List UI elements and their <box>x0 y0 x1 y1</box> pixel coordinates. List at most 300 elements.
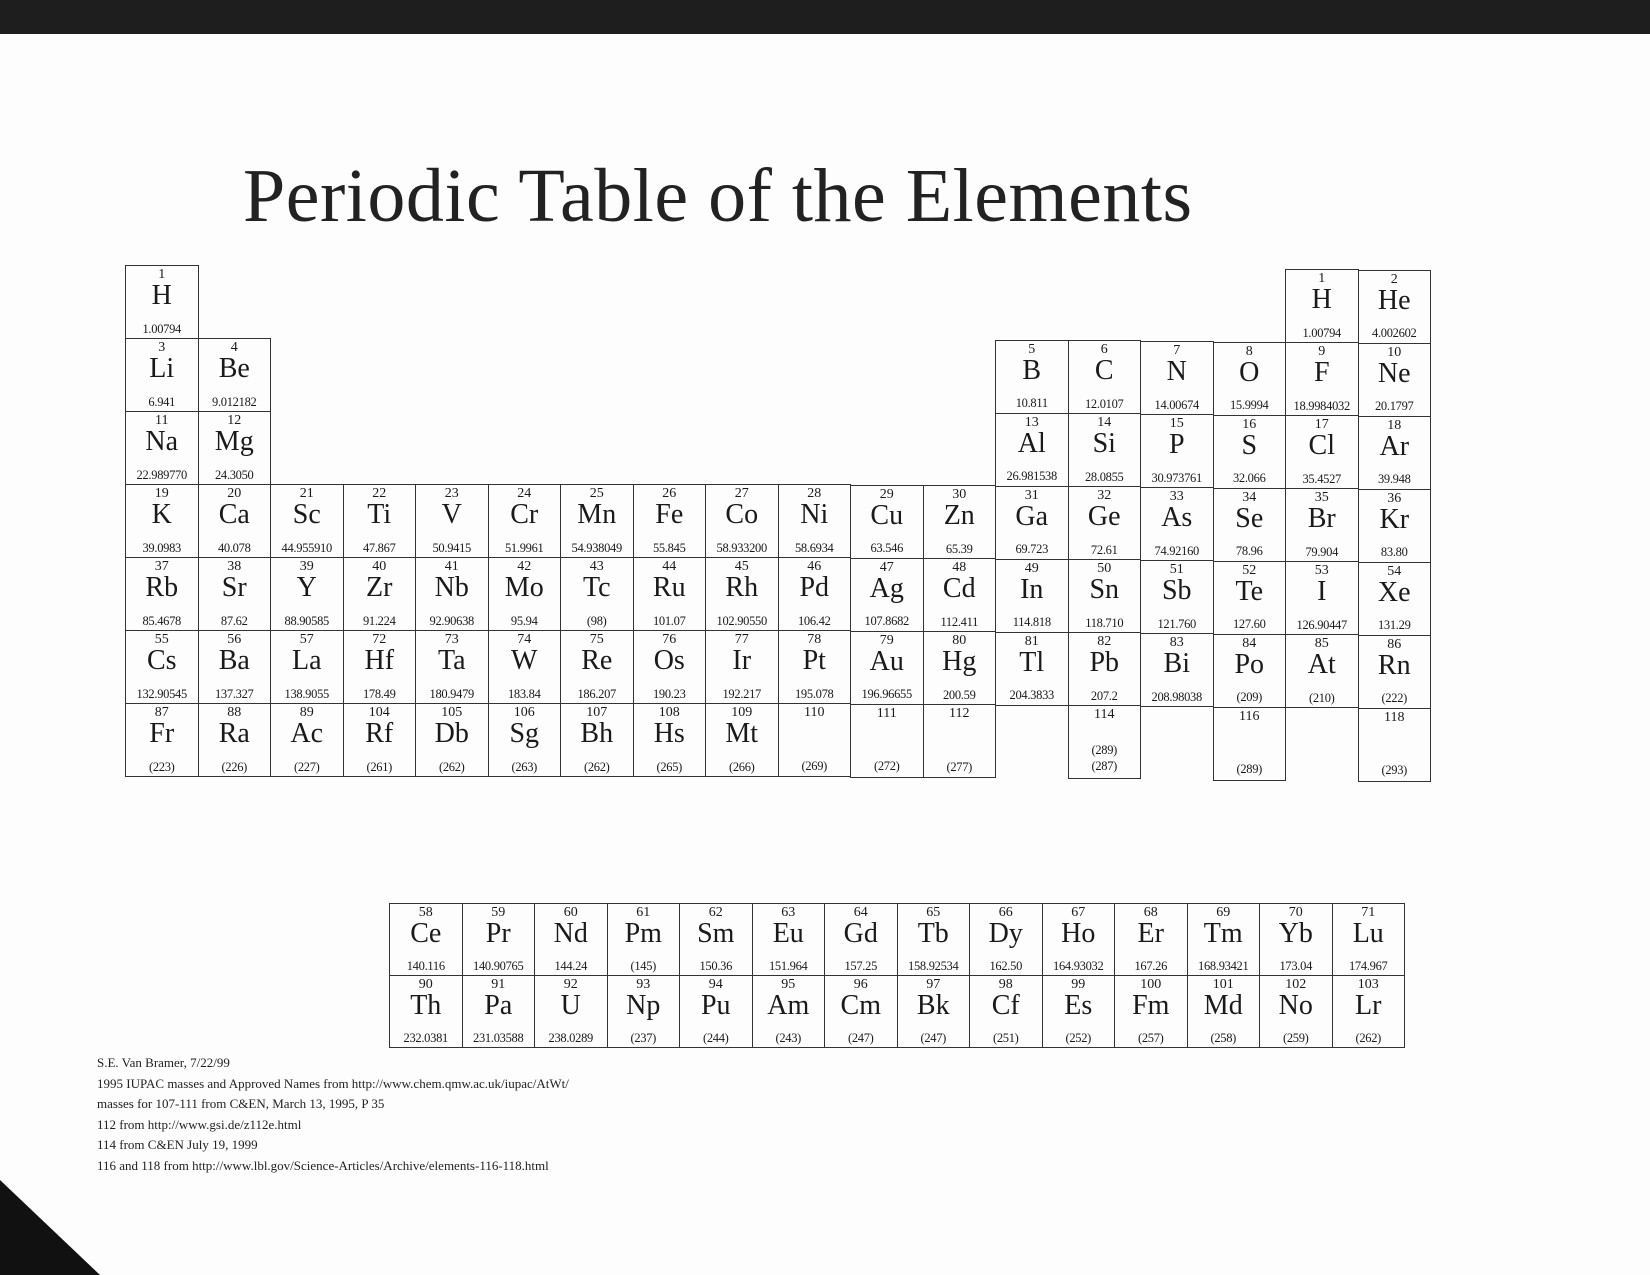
atomic-mass: 195.078 <box>794 686 834 701</box>
element-symbol: Pm <box>624 918 662 949</box>
atomic-mass: 87.62 <box>220 613 248 628</box>
element-symbol: Ag <box>869 572 904 604</box>
atomic-number: 7 <box>1173 343 1181 358</box>
atomic-number: 109 <box>731 705 753 720</box>
element-cell <box>415 703 489 777</box>
atomic-mass: 32.066 <box>1232 471 1266 486</box>
atomic-number: 106 <box>513 705 535 720</box>
element-cell <box>897 903 971 976</box>
element-symbol: Rn <box>1377 649 1411 681</box>
element-symbol: V <box>441 499 462 530</box>
atomic-mass: 178.49 <box>362 686 396 701</box>
atomic-mass: 140.90765 <box>473 958 524 973</box>
atomic-mass: 186.207 <box>577 686 617 701</box>
atomic-number: 4 <box>230 340 238 355</box>
atomic-mass: (247) <box>847 1030 874 1045</box>
atomic-mass: 1.00794 <box>1302 325 1342 340</box>
atomic-number: 98 <box>998 977 1013 992</box>
source-notes <box>97 1053 569 1176</box>
atomic-number: 1 <box>158 267 166 282</box>
element-cell <box>705 484 779 558</box>
element-symbol: Kr <box>1379 503 1410 535</box>
element-symbol: Tc <box>582 572 611 603</box>
atomic-number: 50 <box>1097 561 1112 577</box>
element-cell <box>850 558 924 632</box>
atomic-mass: 126.90447 <box>1296 617 1347 632</box>
atomic-mass: (257) <box>1137 1030 1164 1045</box>
atomic-number: 6 <box>1100 342 1108 358</box>
element-symbol: Tl <box>1019 646 1045 678</box>
atomic-number: 118 <box>1384 709 1405 725</box>
atomic-mass: 40.078 <box>217 540 251 555</box>
atomic-mass: 65.39 <box>945 541 973 556</box>
atomic-mass: 30.973761 <box>1151 470 1202 485</box>
element-cell <box>850 704 924 778</box>
atomic-number: 104 <box>368 705 390 720</box>
element-symbol: Ga <box>1015 500 1049 532</box>
element-symbol: Ba <box>218 645 250 676</box>
element-symbol: Cl <box>1308 430 1335 462</box>
element-symbol: Se <box>1235 502 1264 534</box>
atomic-number: 40 <box>372 559 387 574</box>
atomic-mass: (289) <box>1236 762 1263 777</box>
element-symbol: Ra <box>218 718 250 749</box>
element-cell <box>778 557 852 631</box>
element-cell <box>1285 415 1359 489</box>
element-cell <box>1259 975 1333 1048</box>
atomic-number: 58 <box>418 905 433 920</box>
element-symbol: N <box>1166 356 1187 387</box>
atomic-number: 99 <box>1071 977 1086 992</box>
element-symbol: Lu <box>1352 918 1384 949</box>
element-cell <box>923 631 997 705</box>
element-symbol: Ni <box>800 499 829 530</box>
atomic-number: 68 <box>1143 905 1158 920</box>
source-line: 1995 IUPAC masses and Approved Names from http://www.chem.qmw.ac.uk/iupac/AtWt/ <box>97 1075 569 1091</box>
element-symbol: He <box>1377 284 1411 316</box>
atomic-mass: (223) <box>148 759 175 774</box>
atomic-number: 71 <box>1361 905 1376 920</box>
atomic-number: 73 <box>444 632 459 647</box>
element-cell <box>995 413 1069 487</box>
element-cell <box>1259 903 1333 976</box>
atomic-mass: 106.42 <box>797 613 831 628</box>
atomic-number: 85 <box>1314 636 1329 652</box>
element-cell <box>995 632 1069 706</box>
element-cell <box>1213 488 1287 562</box>
element-cell <box>1140 341 1214 415</box>
element-cell <box>705 557 779 631</box>
atomic-mass: (277) <box>946 759 973 774</box>
element-cell <box>198 338 272 412</box>
element-symbol: Sc <box>292 499 321 530</box>
atomic-mass: (262) <box>1355 1030 1382 1045</box>
atomic-number: 28 <box>807 486 822 501</box>
element-cell <box>923 558 997 632</box>
atomic-mass: 183.84 <box>507 686 541 701</box>
element-cell <box>1213 415 1287 489</box>
atomic-mass: 151.964 <box>768 958 808 973</box>
atomic-mass: 14.00674 <box>1154 397 1199 412</box>
atomic-mass: 118.710 <box>1085 615 1124 630</box>
element-cell <box>415 630 489 704</box>
atomic-number: 8 <box>1245 343 1253 359</box>
atomic-number: 72 <box>372 632 387 647</box>
element-symbol: Ti <box>367 499 392 530</box>
atomic-number: 93 <box>636 977 651 992</box>
element-cell <box>1114 903 1188 976</box>
atomic-number: 35 <box>1314 490 1329 506</box>
atomic-number: 10 <box>1387 344 1402 360</box>
element-symbol: P <box>1168 429 1185 460</box>
atomic-mass: 63.546 <box>870 541 904 556</box>
element-cell <box>969 903 1043 976</box>
atomic-number: 33 <box>1169 489 1184 504</box>
atomic-number: 27 <box>734 486 749 501</box>
element-cell <box>1140 633 1214 707</box>
atomic-number: 1 <box>1318 271 1326 287</box>
element-cell <box>534 975 608 1048</box>
atomic-mass: (262) <box>583 759 610 774</box>
element-symbol: Pu <box>700 990 731 1021</box>
element-symbol: Sg <box>509 718 540 749</box>
atomic-mass: 102.90550 <box>716 613 767 628</box>
element-symbol: Au <box>869 645 904 677</box>
element-symbol: Cs <box>146 645 177 676</box>
atomic-mass: 144.24 <box>554 958 588 973</box>
element-symbol: Zn <box>943 500 975 532</box>
element-symbol: Ar <box>1379 430 1410 462</box>
atomic-number: 46 <box>807 559 822 574</box>
element-symbol: Bk <box>916 990 950 1021</box>
element-cell <box>125 484 199 558</box>
atomic-mass: (209) <box>1236 690 1263 705</box>
atomic-mass: 162.50 <box>989 958 1023 973</box>
element-symbol: Pd <box>799 572 830 603</box>
element-cell <box>1140 560 1214 634</box>
element-cell <box>488 484 562 558</box>
element-cell <box>1068 340 1142 414</box>
element-symbol: Rb <box>145 572 179 603</box>
element-symbol: Be <box>218 353 250 384</box>
element-symbol: Ca <box>218 499 250 530</box>
element-symbol: Mo <box>504 572 544 603</box>
atomic-mass: 20.1797 <box>1374 399 1414 414</box>
element-symbol: Ac <box>290 718 324 749</box>
element-symbol: U <box>560 990 581 1021</box>
atomic-mass: 190.23 <box>652 686 686 701</box>
atomic-number: 34 <box>1242 489 1257 505</box>
element-cell <box>752 903 826 976</box>
element-symbol: Br <box>1307 503 1336 535</box>
element-symbol: Pt <box>802 645 826 676</box>
element-symbol: Os <box>653 645 685 676</box>
atomic-number: 21 <box>299 486 314 501</box>
atomic-mass: 6.941 <box>148 394 176 409</box>
element-symbol: Ho <box>1061 918 1096 949</box>
element-symbol: Hs <box>653 718 685 749</box>
element-cell <box>488 557 562 631</box>
element-cell <box>995 340 1069 414</box>
atomic-mass: 15.9994 <box>1229 398 1269 413</box>
atomic-number: 19 <box>154 486 169 501</box>
element-symbol: Dy <box>988 918 1023 949</box>
atomic-number: 32 <box>1097 488 1112 504</box>
atomic-number: 91 <box>491 977 506 992</box>
atomic-number: 83 <box>1169 635 1184 650</box>
element-cell <box>270 484 344 558</box>
element-cell <box>778 630 852 704</box>
atomic-mass: 85.4678 <box>142 613 182 628</box>
atomic-number: 3 <box>158 340 166 355</box>
element-cell <box>824 975 898 1048</box>
atomic-number: 75 <box>589 632 604 647</box>
element-cell <box>1358 416 1432 490</box>
atomic-number: 107 <box>586 705 608 720</box>
element-cell <box>462 903 536 976</box>
element-cell <box>389 903 463 976</box>
atomic-mass: (251) <box>992 1030 1019 1045</box>
atomic-mass: 22.989770 <box>136 467 187 482</box>
atomic-mass: 51.9961 <box>504 540 544 555</box>
atomic-mass: 140.116 <box>406 958 445 973</box>
atomic-number: 23 <box>444 486 459 501</box>
element-symbol: Po <box>1234 648 1265 680</box>
element-symbol: In <box>1020 573 1044 605</box>
element-cell <box>198 703 272 777</box>
atomic-mass: 167.26 <box>1134 958 1168 973</box>
element-symbol: Rh <box>725 572 759 603</box>
element-symbol: Cd <box>942 573 976 605</box>
element-cell <box>1213 342 1287 416</box>
atomic-mass: 26.981538 <box>1006 469 1057 484</box>
atomic-mass: 91.224 <box>362 613 396 628</box>
atomic-mass: 238.0289 <box>548 1030 593 1045</box>
element-cell <box>778 484 852 558</box>
element-cell <box>125 557 199 631</box>
atomic-mass: 137.327 <box>214 686 254 701</box>
element-cell <box>270 630 344 704</box>
element-symbol: Ir <box>732 645 752 676</box>
element-symbol: Gd <box>843 918 878 949</box>
atomic-mass: 12.0107 <box>1084 396 1124 411</box>
element-cell <box>125 411 199 485</box>
element-symbol: Te <box>1235 575 1264 607</box>
element-symbol: Db <box>434 718 469 749</box>
element-symbol: K <box>151 499 172 530</box>
element-symbol: Md <box>1203 990 1243 1021</box>
atomic-mass: 10.811 <box>1015 396 1048 411</box>
element-symbol: F <box>1313 357 1330 389</box>
atomic-mass: 101.07 <box>652 613 686 628</box>
element-symbol: C <box>1094 355 1114 387</box>
element-symbol: Ge <box>1087 501 1121 533</box>
atomic-mass: 58.6934 <box>794 540 834 555</box>
atomic-number: 61 <box>636 905 651 920</box>
element-symbol: Sn <box>1089 574 1120 606</box>
atomic-number: 9 <box>1318 344 1326 360</box>
atomic-mass: 92.90638 <box>429 613 474 628</box>
element-symbol: Nd <box>553 918 588 949</box>
atomic-number: 55 <box>154 632 169 647</box>
element-symbol: Rf <box>365 718 394 749</box>
element-symbol: Cm <box>840 990 881 1021</box>
atomic-mass: (265) <box>656 759 683 774</box>
atomic-mass: (293) <box>1381 763 1408 778</box>
element-symbol: Al <box>1017 427 1046 459</box>
atomic-number: 78 <box>807 632 822 647</box>
atomic-mass: 72.61 <box>1090 542 1118 557</box>
atomic-number: 31 <box>1024 487 1039 503</box>
atomic-mass: (244) <box>702 1030 729 1045</box>
atomic-number: 12 <box>227 413 242 428</box>
atomic-mass: 28.0855 <box>1084 469 1124 484</box>
element-symbol: Cr <box>510 499 539 530</box>
element-symbol: As <box>1161 502 1193 533</box>
atomic-mass: 138.9055 <box>284 686 329 701</box>
element-symbol: I <box>1317 576 1327 608</box>
atomic-number: 16 <box>1242 416 1257 432</box>
element-cell <box>415 484 489 558</box>
atomic-number: 26 <box>662 486 677 501</box>
element-cell <box>633 557 707 631</box>
atomic-mass: (263) <box>511 759 538 774</box>
atomic-number: 110 <box>804 705 825 720</box>
element-cell <box>1140 487 1214 561</box>
atomic-mass: 1.00794 <box>142 321 182 336</box>
atomic-mass: 207.2 <box>1090 688 1118 703</box>
atomic-number: 29 <box>879 486 894 502</box>
element-cell <box>923 704 997 778</box>
atomic-number: 14 <box>1097 415 1112 431</box>
atomic-mass: 74.92160 <box>1154 543 1199 558</box>
element-symbol: Hg <box>942 646 977 678</box>
atomic-number: 49 <box>1024 560 1039 576</box>
atomic-mass: 180.9479 <box>429 686 474 701</box>
element-cell <box>1358 343 1432 417</box>
element-cell <box>897 975 971 1048</box>
atomic-number: 36 <box>1387 490 1402 506</box>
element-cell <box>1285 488 1359 562</box>
atomic-number: 45 <box>734 559 749 574</box>
element-cell <box>198 557 272 631</box>
element-symbol: Am <box>767 990 810 1021</box>
atomic-mass: 121.760 <box>1157 616 1197 631</box>
element-cell <box>850 485 924 559</box>
atomic-number: 103 <box>1357 977 1379 992</box>
atomic-mass: 69.723 <box>1015 542 1049 557</box>
element-cell <box>1068 559 1142 633</box>
element-symbol: Mt <box>725 718 759 749</box>
element-cell <box>1213 561 1287 635</box>
element-symbol: Li <box>149 353 175 384</box>
element-cell <box>1042 903 1116 976</box>
atomic-mass: 131.29 <box>1377 618 1411 633</box>
element-cell <box>1187 975 1261 1048</box>
element-symbol: Zr <box>366 572 393 603</box>
atomic-mass: 204.3833 <box>1009 688 1054 703</box>
atomic-number: 15 <box>1169 416 1184 431</box>
element-symbol: Mg <box>214 426 254 457</box>
element-cell <box>198 630 272 704</box>
element-cell <box>560 484 634 558</box>
element-symbol: Cu <box>870 499 904 531</box>
atomic-number: 105 <box>441 705 463 720</box>
atomic-mass: (145) <box>630 958 657 973</box>
atomic-number: 53 <box>1314 563 1329 579</box>
element-symbol: Er <box>1137 918 1164 949</box>
atomic-number: 48 <box>952 560 967 576</box>
element-cell <box>1285 269 1359 343</box>
atomic-number: 11 <box>155 413 169 428</box>
atomic-number: 42 <box>517 559 532 574</box>
atomic-mass: (272) <box>873 759 900 774</box>
element-cell <box>1213 707 1287 781</box>
atomic-mass: (269) <box>801 758 828 773</box>
element-cell <box>343 630 417 704</box>
element-cell <box>534 903 608 976</box>
atomic-number: 92 <box>563 977 578 992</box>
atomic-number: 95 <box>781 977 796 992</box>
atomic-mass: (262) <box>438 759 465 774</box>
element-symbol: Lr <box>1355 990 1382 1021</box>
element-symbol: Sr <box>221 572 247 603</box>
atomic-number: 5 <box>1028 341 1036 357</box>
atomic-number: 74 <box>517 632 532 647</box>
atomic-mass: (252) <box>1065 1030 1092 1045</box>
atomic-mass: 44.955910 <box>281 540 332 555</box>
element-cell <box>607 903 681 976</box>
atomic-number: 24 <box>517 486 532 501</box>
atomic-number: 39 <box>299 559 314 574</box>
atomic-mass: 9.012182 <box>212 394 257 409</box>
element-cell <box>1332 975 1406 1048</box>
atomic-number: 90 <box>418 977 433 992</box>
element-symbol: B <box>1022 354 1042 386</box>
element-cell <box>1285 342 1359 416</box>
element-symbol: Th <box>410 990 442 1021</box>
atomic-mass: 35.4527 <box>1302 471 1342 486</box>
element-cell <box>198 411 272 485</box>
element-cell <box>560 557 634 631</box>
element-symbol: Pr <box>485 918 511 949</box>
atomic-mass: 232.0381 <box>403 1030 448 1045</box>
element-symbol: At <box>1307 649 1336 681</box>
atomic-number: 51 <box>1169 562 1184 577</box>
atomic-mass: 127.60 <box>1232 617 1266 632</box>
atomic-mass: 164.93032 <box>1053 958 1104 973</box>
atomic-number: 89 <box>299 705 314 720</box>
atomic-mass: 208.98038 <box>1151 689 1202 704</box>
atomic-number: 22 <box>372 486 387 501</box>
atomic-number: 41 <box>444 559 459 574</box>
atomic-mass: 168.93421 <box>1198 958 1249 973</box>
element-cell <box>343 703 417 777</box>
element-cell <box>198 484 272 558</box>
atomic-number: 56 <box>227 632 242 647</box>
atomic-number: 94 <box>708 977 723 992</box>
atomic-number: 59 <box>491 905 506 920</box>
element-symbol: Ta <box>437 645 466 676</box>
atomic-number: 64 <box>853 905 868 920</box>
atomic-number: 108 <box>658 705 680 720</box>
atomic-mass: 24.3050 <box>214 467 254 482</box>
element-symbol: Ce <box>410 918 442 949</box>
atomic-number: 37 <box>154 559 169 574</box>
element-symbol: Sb <box>1161 575 1192 606</box>
atomic-mass: 79.904 <box>1305 544 1339 559</box>
source-line: 112 from http://www.gsi.de/z112e.html <box>97 1116 302 1132</box>
